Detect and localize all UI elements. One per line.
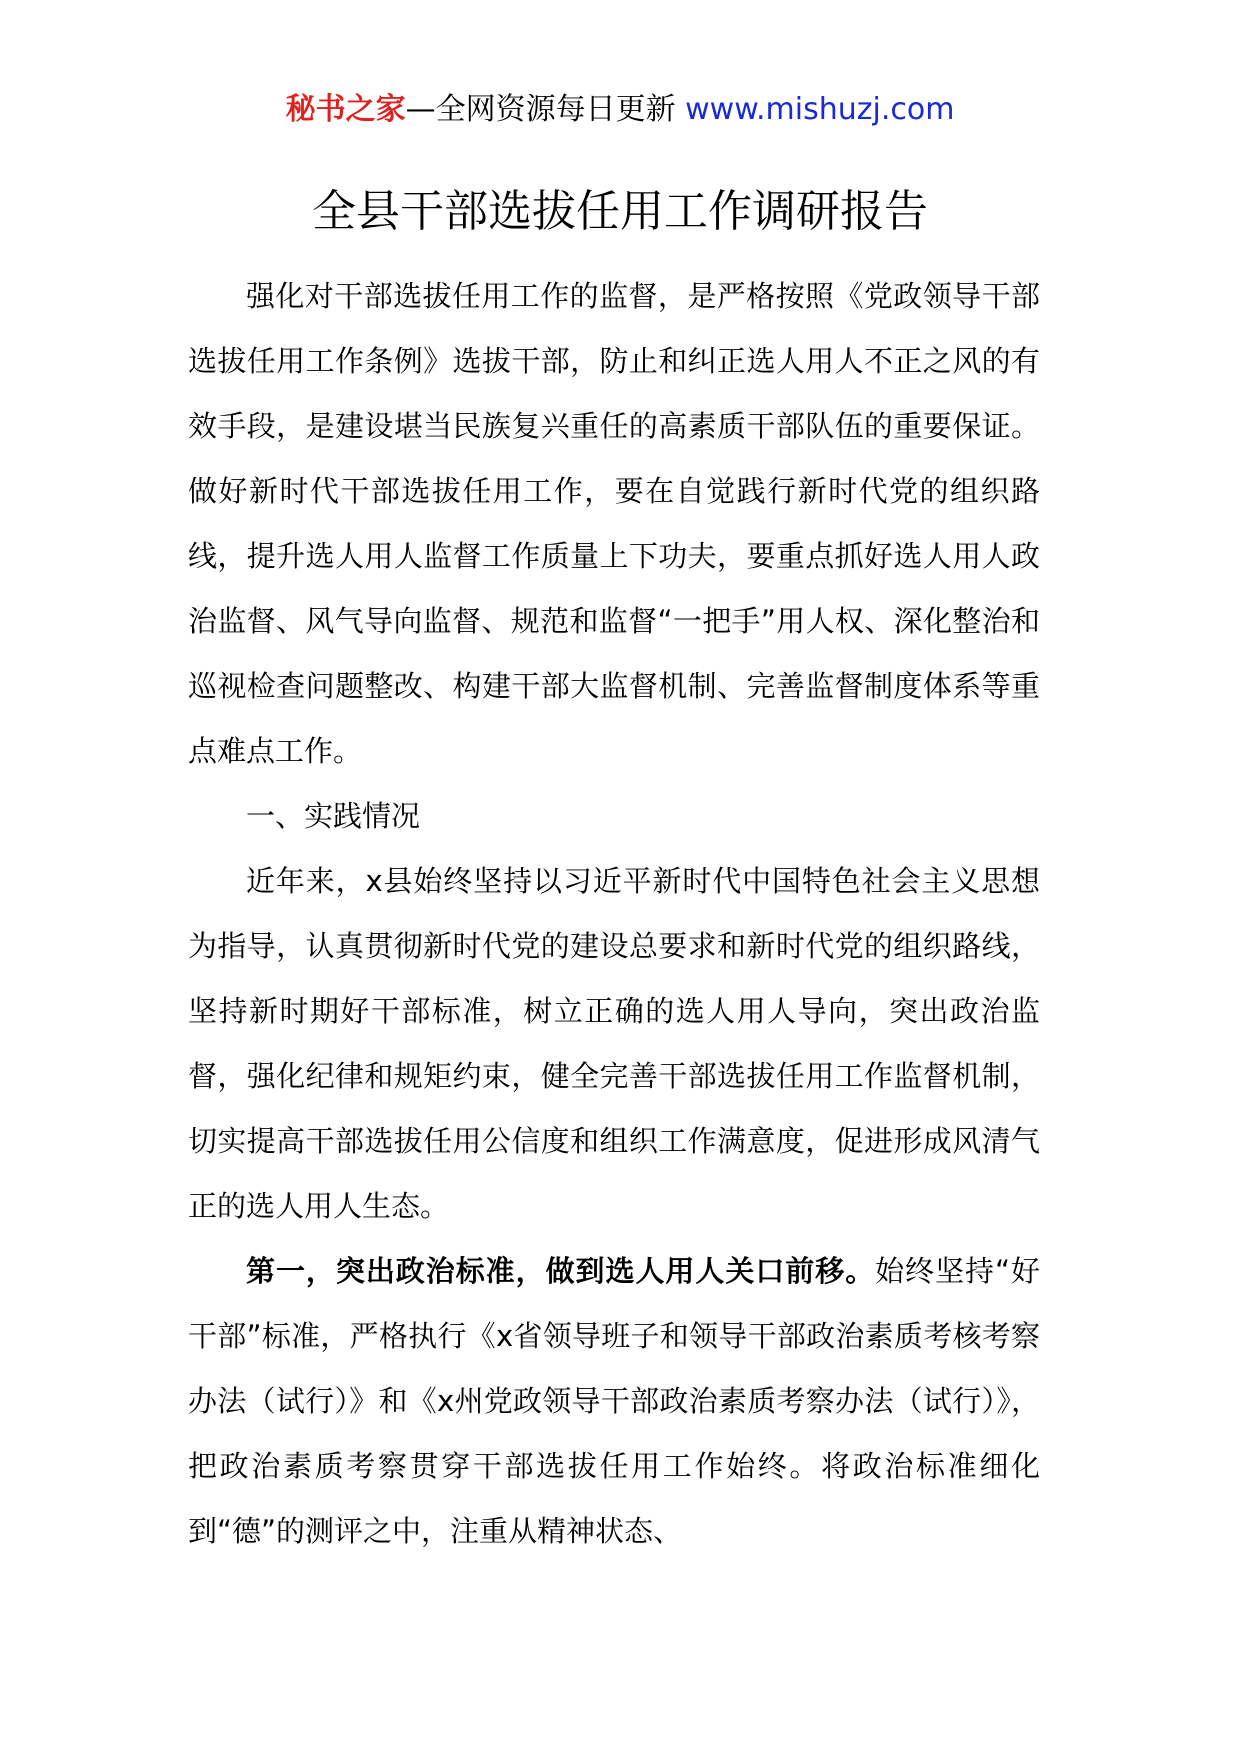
document-body bbox=[188, 264, 1040, 1564]
section-heading bbox=[188, 784, 1040, 849]
paragraph-text: 强化对干部选拔任用工作的监督，是严格按照《党政领导干部选拔任用工作条例》选拔干部，防止和纠正选人用人不正之风的有效手段，是建设堪当民族复兴重任的高素质干部队伍的重要保证。做好新时代干部选拔任用工作，要在自觉践行新时代党的组织路线，提升选人用人监督工作质量上下功夫，要重点抓好选人用人政治监督、风气导向监督、规范和监督“一把手”用人权、深化整治和巡视检查问题整改、构建干部大监督机制、完善监督制度体系等重点难点工作。 bbox=[188, 279, 1040, 768]
paragraph-text: 近年来，x县始终坚持以习近平新时代中国特色社会主义思想为指导，认真贯彻新时代党的建设总要求和新时代党的组织路线，坚持新时期好干部标准，树立正确的选人用人导向，突出政治监督，强化纪律和规矩约束，健全完善干部选拔任用工作监督机制，切实提高干部选拔任用公信度和组织工作满意度，促进形成风清气正的选人用人生态。 bbox=[188, 864, 1040, 1223]
site-brand: 秘书之家 bbox=[285, 92, 406, 127]
paragraph-intro bbox=[188, 264, 1040, 784]
site-tagline: —全网资源每日更新 bbox=[405, 92, 686, 127]
paragraph-practice bbox=[188, 849, 1040, 1239]
site-header bbox=[0, 86, 1240, 134]
paragraph-lead: 第一，突出政治标准，做到选人用人关口前移。 bbox=[246, 1254, 876, 1288]
paragraph-first-point bbox=[188, 1239, 1040, 1564]
site-url-link[interactable]: www.mishuzj.com bbox=[685, 92, 955, 127]
paragraph-text: 始终坚持“好干部”标准，严格执行《x省领导班子和领导干部政治素质考核考察办法（试行）》和《x州党政领导干部政治素质考察办法（试行）》，把政治素质考察贯穿干部选拔任用工作始终。将政治标准细化到“德”的测评之中，注重从精神状态、 bbox=[188, 1254, 1040, 1548]
section-heading-text: 一、实践情况 bbox=[246, 799, 421, 833]
document-title: 全县干部选拔任用工作调研报告 bbox=[312, 186, 928, 237]
